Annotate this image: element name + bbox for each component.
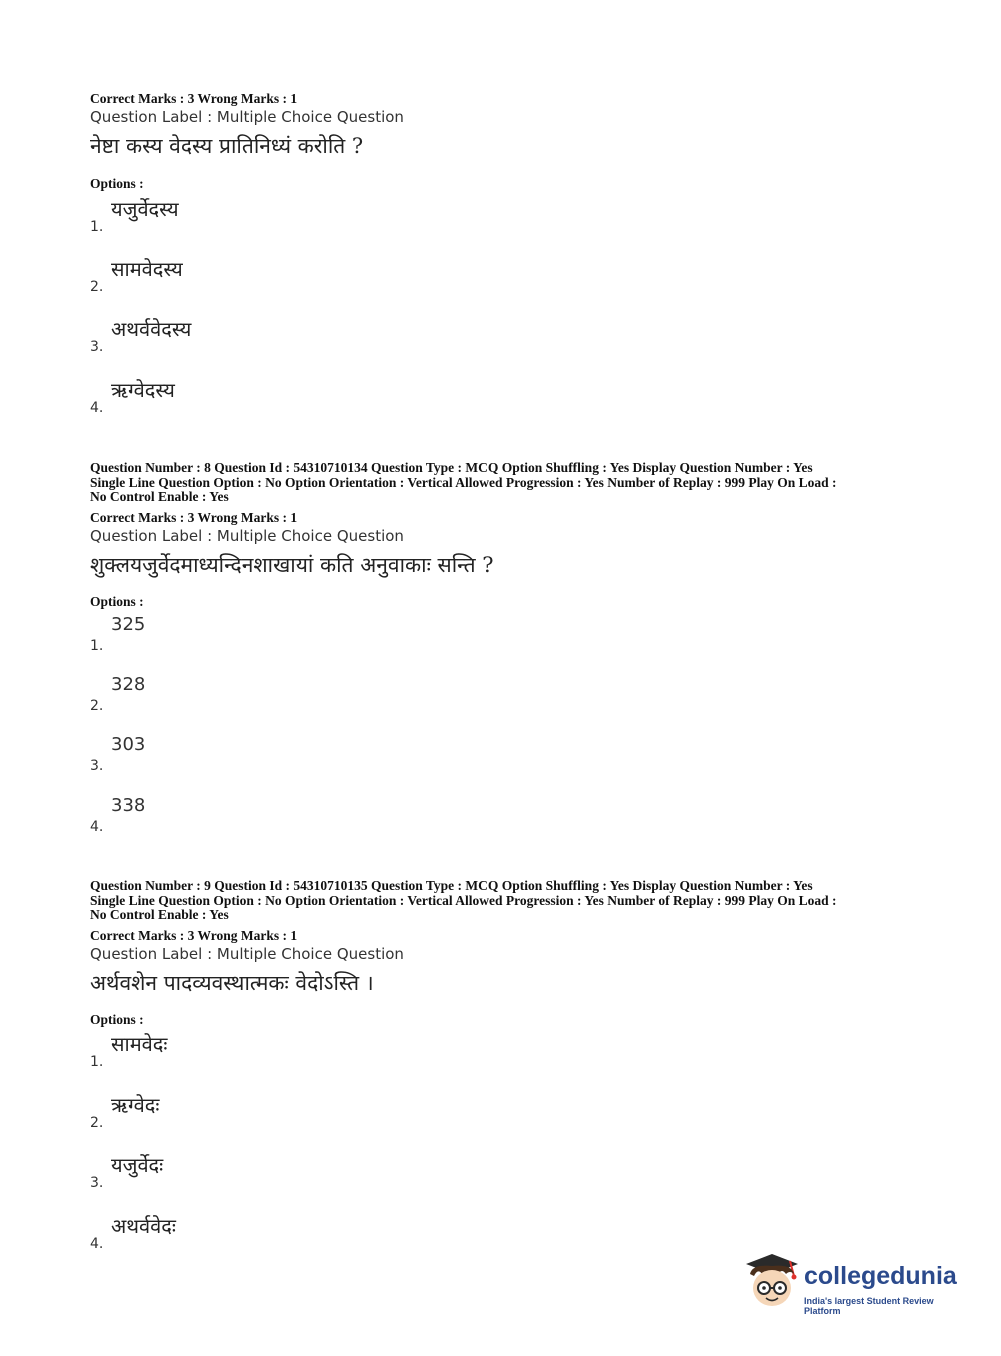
option-number: 3. [90,758,104,774]
option-text: 338 [111,795,146,816]
option-text: यजुर्वेदस्य [111,197,179,221]
question-7 [90,91,920,160]
question-meta-line: Single Line Question Option : No Option Orientation : Vertical Allowed Progression : Yes Number of Replay : 999 Play On Load : [90,474,837,490]
question-meta-line: Single Line Question Option : No Option Orientation : Vertical Allowed Progression : Yes Number of Replay : 999 Play On Load : [90,892,837,908]
option-number: 4. [90,819,104,835]
question-8 [90,461,920,579]
options-label: Options : [90,1012,144,1027]
option-4[interactable] [90,376,490,416]
option-3[interactable] [90,734,490,774]
brand-name: collegedunia [804,1262,957,1290]
option-text: ऋग्वेदः [111,1093,160,1117]
option-3[interactable] [90,315,490,355]
option-text: 325 [111,614,146,635]
option-text: 303 [111,734,146,755]
question-meta-line: No Control Enable : Yes [90,907,229,922]
option-text: अथर्ववेदस्य [111,317,192,341]
option-number: 4. [90,400,104,416]
option-1[interactable] [90,1030,490,1070]
option-text: ऋग्वेदस्य [111,378,175,402]
question-meta-line: Question Number : 9 Question Id : 54310710135 Question Type : MCQ Option Shuffling : Yes Display Question Number : Yes [90,878,813,893]
option-number: 1. [90,1054,104,1070]
option-2[interactable] [90,1091,490,1131]
options-label: Options : [90,176,144,191]
option-number: 1. [90,638,104,654]
question-meta-line: Question Number : 8 Question Id : 54310710134 Question Type : MCQ Option Shuffling : Yes Display Question Number : Yes [90,460,813,475]
option-number: 4. [90,1236,104,1252]
options-label: Options : [90,594,144,609]
option-number: 2. [90,1115,104,1131]
option-4[interactable] [90,795,490,835]
question-text: शुक्लयजुर्वेदमाध्यन्दिनशाखायां कति अनुवाकाः सन्ति ? [90,552,494,577]
option-1[interactable] [90,614,490,654]
question-text: नेष्टा कस्य वेदस्य प्रातिनिध्यं करोति ? [90,134,364,158]
option-text: सामवेदस्य [111,257,183,281]
option-2[interactable] [90,255,490,295]
option-3[interactable] [90,1151,490,1191]
marks-line: Correct Marks : 3 Wrong Marks : 1 [90,927,298,943]
mascot-icon [742,1250,802,1312]
brand-tagline: India's largest Student Review Platform [804,1296,934,1316]
option-text: 328 [111,674,146,695]
question-meta-line: No Control Enable : Yes [90,489,229,504]
option-number: 2. [90,698,104,714]
question-label: Question Label : Multiple Choice Question [90,108,404,126]
marks-line: Correct Marks : 3 Wrong Marks : 1 [90,509,298,525]
option-number: 3. [90,1175,104,1191]
question-label: Question Label : Multiple Choice Question [90,944,404,963]
question-9 [90,879,920,997]
option-text: यजुर्वेदः [111,1153,164,1177]
option-number: 1. [90,219,104,235]
marks-line: Correct Marks : 3 Wrong Marks : 1 [90,91,298,106]
question-text: अर्थवशेन पादव्यवस्थात्मकः वेदोऽस्ति । [90,970,374,995]
option-text: अथर्ववेदः [111,1214,176,1238]
collegedunia-logo [742,1250,972,1316]
option-number: 2. [90,279,104,295]
option-1[interactable] [90,195,490,235]
option-2[interactable] [90,674,490,714]
option-4[interactable] [90,1212,490,1252]
option-number: 3. [90,339,104,355]
question-label: Question Label : Multiple Choice Question [90,526,404,545]
option-text: सामवेदः [111,1032,168,1056]
